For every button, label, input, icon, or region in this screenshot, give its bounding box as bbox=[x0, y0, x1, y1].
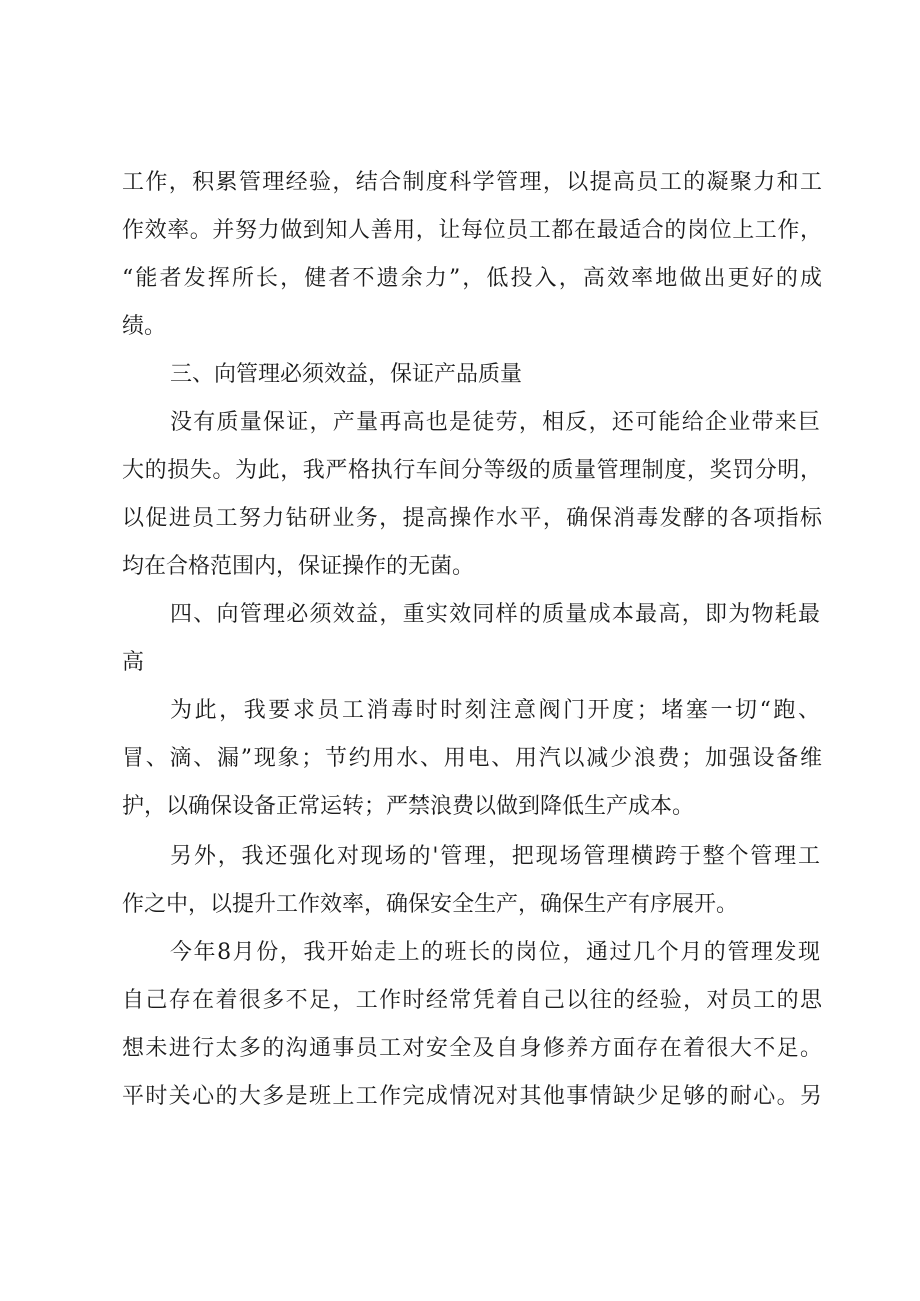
text-line: 平时关心的大多是班上工作完成情况对其他事情缺少足够的耐心。另 bbox=[122, 1084, 822, 1109]
text-line: 作之中，以提升工作效率，确保安全生产，确保生产有序展开。 bbox=[122, 892, 739, 917]
text-line: 为此，我要求员工消毒时时刻注意阀门开度；堵塞一切“跑、 bbox=[170, 698, 820, 723]
text-line: 均在合格范围内，保证操作的无菌。 bbox=[122, 554, 475, 579]
section-heading-4-cont: 高 bbox=[122, 650, 145, 675]
section-heading-4: 四、向管理必须效益，重实效同样的质量成本最高，即为物耗最 bbox=[170, 602, 820, 627]
text-line: 今年8月份，我开始走上的班长的岗位，通过几个月的管理发现 bbox=[170, 940, 820, 965]
text-line: 另外，我还强化对现场的'管理，把现场管理横跨于整个管理工 bbox=[170, 844, 820, 869]
text-line: 想未进行太多的沟通事员工对安全及自身修养方面存在着很大不足。 bbox=[122, 1036, 822, 1061]
section-heading-3: 三、向管理必须效益，保证产品质量 bbox=[170, 362, 523, 387]
text-line: 冒、滴、漏”现象；节约用水、用电、用汽以减少浪费；加强设备维 bbox=[122, 746, 822, 771]
text-line: “能者发挥所长，健者不遗余力”，低投入，高效率地做出更好的成 bbox=[122, 266, 822, 291]
text-line: 没有质量保证，产量再高也是徒劳，相反，还可能给企业带来巨 bbox=[170, 410, 820, 435]
text-line: 工作，积累管理经验，结合制度科学管理，以提高员工的凝聚力和工 bbox=[122, 170, 822, 195]
text-line: 护，以确保设备正常运转；严禁浪费以做到降低生产成本。 bbox=[122, 794, 695, 819]
text-line: 大的损失。为此，我严格执行车间分等级的质量管理制度，奖罚分明， bbox=[122, 458, 822, 483]
text-line: 自己存在着很多不足，工作时经常凭着自己以往的经验，对员工的思 bbox=[122, 988, 822, 1013]
text-line: 以促进员工努力钻研业务，提高操作水平，确保消毒发酵的各项指标 bbox=[122, 506, 822, 531]
text-line: 作效率。并努力做到知人善用，让每位员工都在最适合的岗位上工作， bbox=[122, 218, 822, 243]
text-line: 绩。 bbox=[122, 314, 167, 339]
